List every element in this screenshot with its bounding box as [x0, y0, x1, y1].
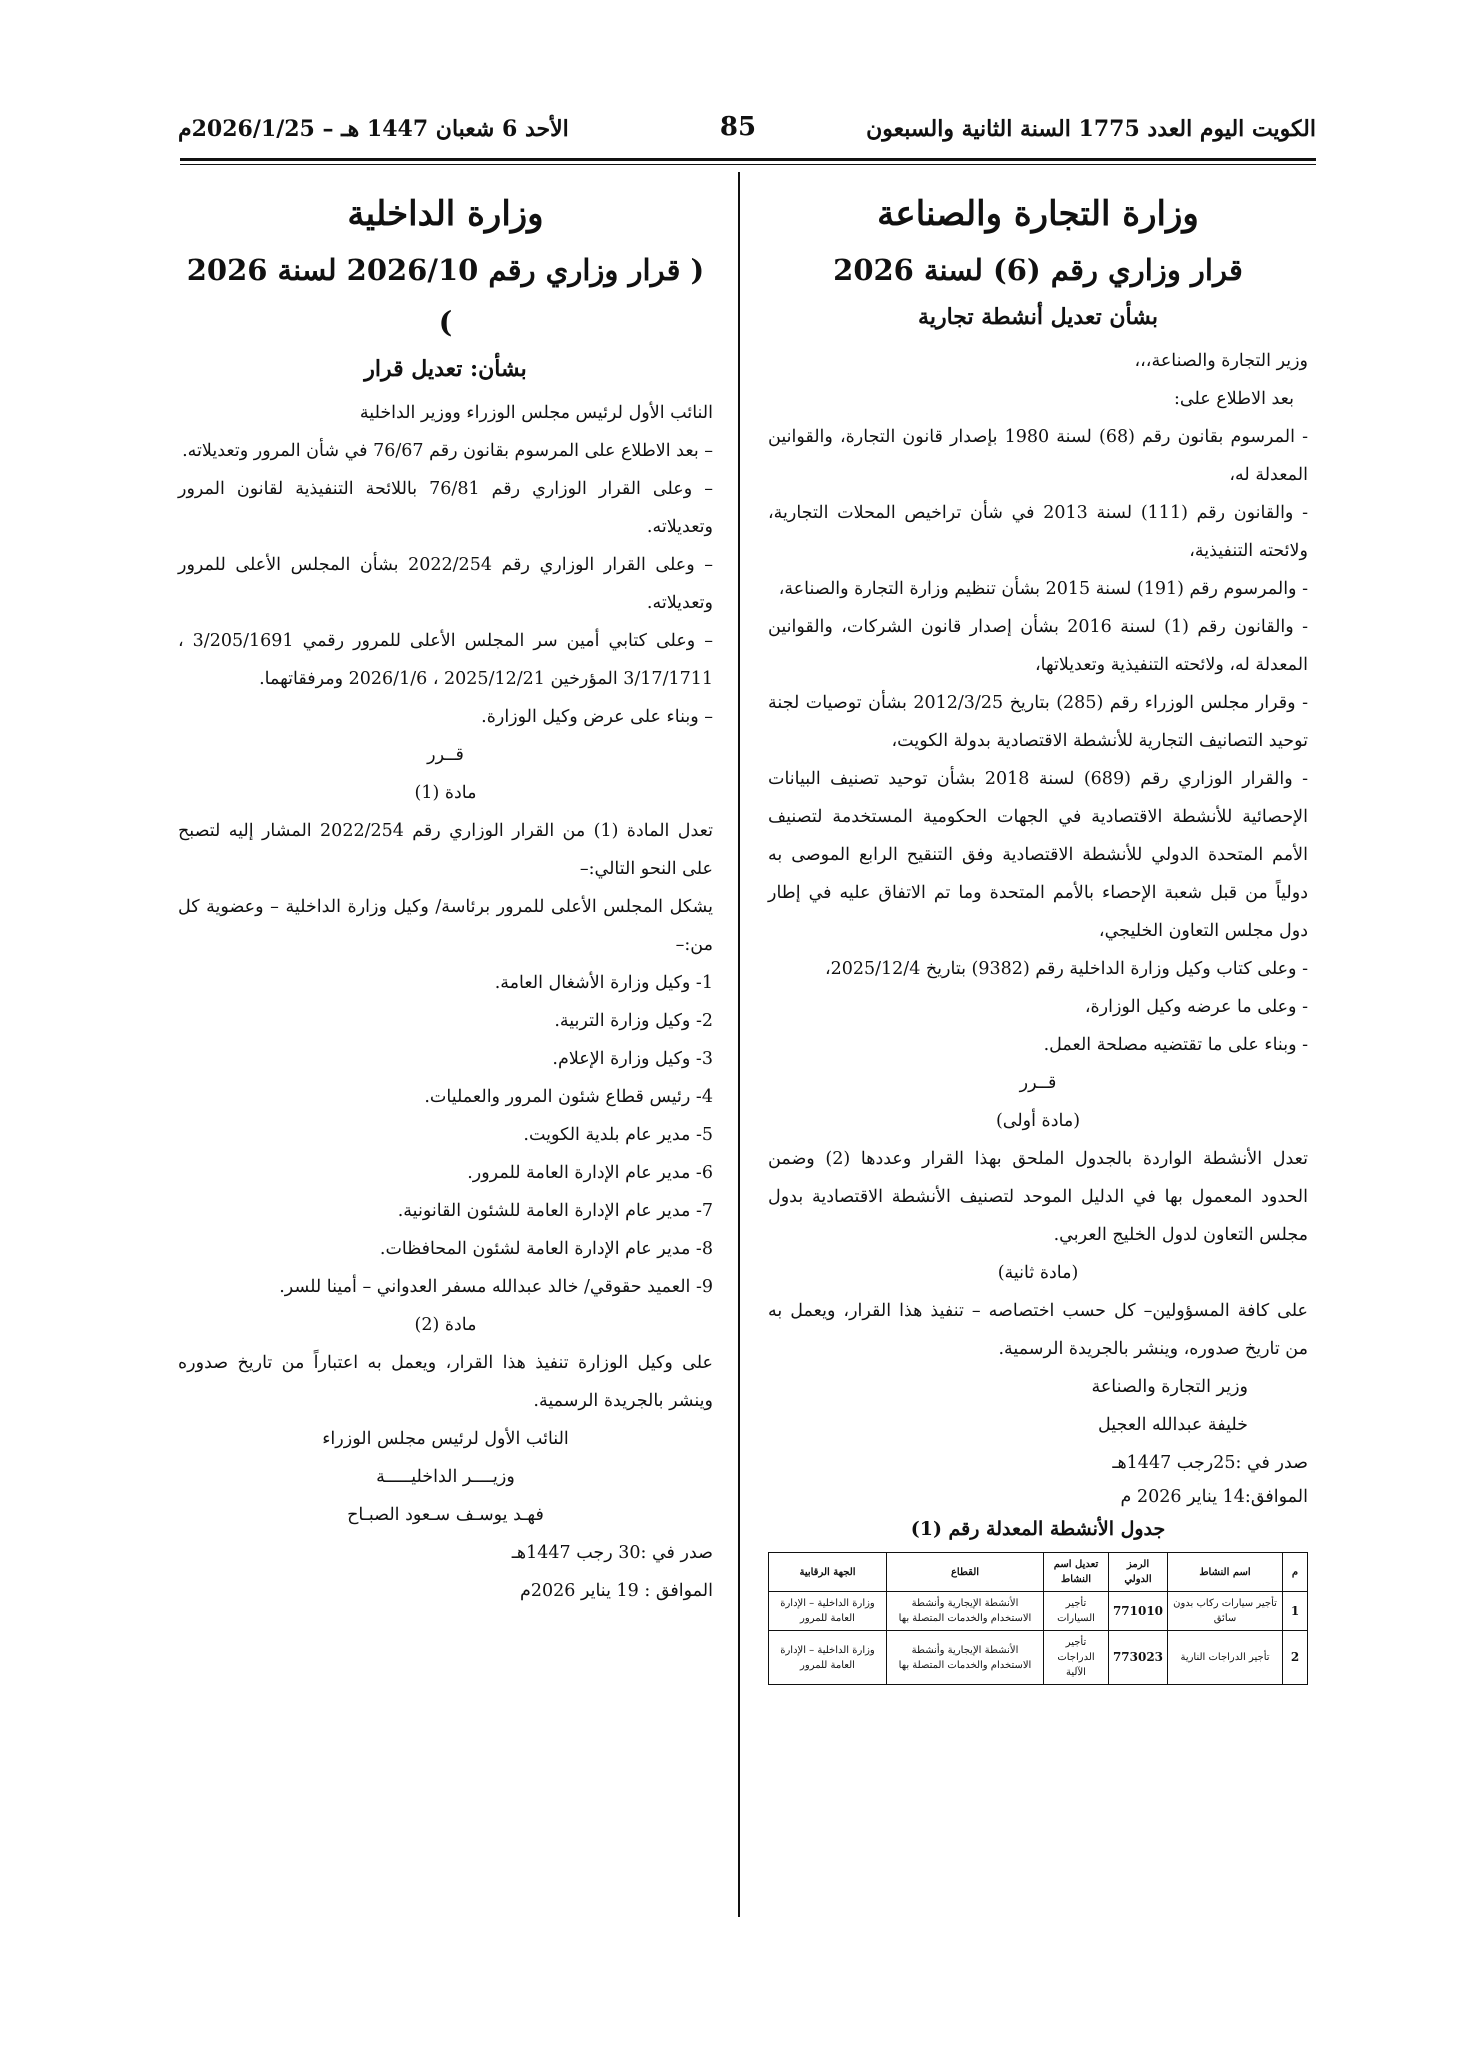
preamble-line: - والقانون رقم (111) لسنة 2013 في شأن تراخيص المحلات التجارية، ولائحته التنفيذية، [768, 503, 1309, 561]
table-cell: تأجير الدراجات النارية [1168, 1631, 1283, 1685]
article-1-title: (مادة أولى) [995, 1111, 1081, 1131]
preamble-line: - وعلى ما عرضه وكيل الوزارة، [1084, 997, 1308, 1017]
table-cell: الأنشطة الإيجارية وأنشطة الاستخدام والخدمات المتصلة بها [887, 1592, 1044, 1631]
table-header-cell: م [1283, 1553, 1308, 1592]
article-1-intro: يشكل المجلس الأعلى للمرور برئاسة/ وكيل وزارة الداخلية – وعضوية كل من:– [178, 897, 713, 955]
decided-heading: قــرر [1019, 1073, 1057, 1093]
preamble-line: - المرسوم بقانون رقم (68) لسنة 1980 بإصدار قانون التجارة، والقوانين المعدلة له، [768, 427, 1308, 485]
decision-subject: بشأن تعديل أنشطة تجارية [918, 304, 1158, 330]
table-cell: تأجير السيارات [1044, 1592, 1109, 1631]
signer-name: فهـد يوسـف سـعود الصبـاح [347, 1505, 544, 1525]
header-date: الأحد 6 شعبان 1447 هـ – 2026/1/25م [178, 116, 569, 142]
preamble-line: - والقانون رقم (1) لسنة 2016 بشأن إصدار قانون الشركات، والقوانين المعدلة له، ولائحته التنفيذية وتعديلاتها، [768, 617, 1309, 675]
header-rule-thin [180, 164, 1316, 165]
commerce-ministry-column [768, 176, 1308, 1685]
preamble-line: – وعلى القرار الوزاري رقم 2022/254 بشأن المجلس الأعلى للمرور وتعديلاته. [178, 555, 714, 613]
decision-subject: بشأن: تعديل قرار [364, 356, 527, 382]
preamble-line: النائب الأول لرئيس مجلس الوزراء ووزير الداخلية [359, 403, 713, 423]
decision-title: ( قرار وزاري رقم 2026/10 لسنة 2026 ) [186, 253, 705, 339]
member-item: 5- مدير عام بلدية الكويت. [523, 1125, 713, 1145]
decided-heading: قــرر [427, 745, 464, 765]
table-header-cell: القطاع [887, 1553, 1044, 1592]
preamble-line: – بعد الاطلاع على المرسوم بقانون رقم 76/67 في شأن المرور وتعديلاته. [182, 441, 713, 461]
corresponding-date: الموافق:14 يناير 2026 م [1120, 1487, 1308, 1507]
member-item: 2- وكيل وزارة التربية. [554, 1011, 713, 1031]
page-number: 85 [719, 112, 757, 142]
preamble-line: - وقرار مجلس الوزراء رقم (285) بتاريخ 2012/3/25 بشأن توصيات لجنة توحيد التصانيف التجارية للأنشطة الاقتصادية بدولة الكويت، [768, 693, 1308, 751]
article-1-text: تعدل الأنشطة الواردة بالجدول الملحق بهذا القرار وعددها (2) وضمن الحدود المعمول بها في الدليل الموحد لتصنيف الأنشطة الاقتصادية بدول مجلس التعاون لدول الخليج العربي. [768, 1149, 1308, 1245]
issue-date: صدر في :25رجب 1447هـ [1112, 1453, 1308, 1473]
article-2-text: على كافة المسؤولين– كل حسب اختصاصه – تنفيذ هذا القرار، ويعمل به من تاريخ صدوره، وينشر بالجريدة الرسمية. [768, 1301, 1308, 1359]
table-cell: الأنشطة الإيجارية وأنشطة الاستخدام والخدمات المتصلة بها [887, 1631, 1044, 1685]
member-item: 8- مدير عام الإدارة العامة لشئون المحافظات. [379, 1239, 713, 1259]
column-divider [738, 172, 740, 1917]
table-header-row [769, 1553, 1308, 1592]
preamble-line: - وبناء على ما تقتضيه مصلحة العمل. [1043, 1035, 1308, 1055]
corresponding-date: الموافق : 19 يناير 2026م [519, 1581, 713, 1601]
decision-title: قرار وزاري رقم (6) لسنة 2026 [833, 253, 1243, 287]
preamble-line: – وبناء على عرض وكيل الوزارة. [481, 707, 713, 727]
table-row [769, 1631, 1308, 1685]
header-rule-thick [180, 158, 1316, 161]
preamble-line: - والمرسوم رقم (191) لسنة 2015 بشأن تنظيم وزارة التجارة والصناعة، [778, 579, 1308, 599]
issue-date: صدر في :30 رجب 1447هـ [511, 1543, 713, 1563]
table-header-cell: تعديل اسم النشاط [1044, 1553, 1109, 1592]
article-1-title: مادة (1) [414, 783, 477, 803]
table-cell: وزارة الداخلية – الإدارة العامة للمرور [769, 1592, 887, 1631]
member-item: 9- العميد حقوقي/ خالد عبدالله مسفر العدواني – أمينا للسر. [279, 1277, 713, 1297]
table-cell: تأجير سيارات ركاب بدون سائق [1168, 1592, 1283, 1631]
activities-table [768, 1552, 1308, 1685]
member-item: 3- وكيل وزارة الإعلام. [552, 1049, 713, 1069]
member-item: 7- مدير عام الإدارة العامة للشئون القانونية. [397, 1201, 713, 1221]
table-header-cell: الجهة الرقابية [769, 1553, 887, 1592]
preamble-line: بعد الاطلاع على: [1174, 389, 1294, 409]
article-2-title: (مادة ثانية) [997, 1263, 1079, 1283]
ministry-title: وزارة التجارة والصناعة [877, 194, 1199, 234]
header-issue-info: الكويت اليوم العدد 1775 السنة الثانية والسبعون [866, 116, 1316, 142]
signer-line-1: النائب الأول لرئيس مجلس الوزراء [322, 1429, 569, 1449]
signer-title: وزير التجارة والصناعة [1091, 1377, 1248, 1397]
table-header-cell: اسم النشاط [1168, 1553, 1283, 1592]
table-cell: 771010 [1109, 1592, 1168, 1631]
ministry-title: وزارة الداخلية [347, 194, 544, 234]
signer-name: خليفة عبدالله العجيل [1098, 1415, 1248, 1435]
table-title: جدول الأنشطة المعدلة رقم (1) [910, 1518, 1166, 1540]
preamble-line: - وعلى كتاب وكيل وزارة الداخلية رقم (9382) بتاريخ 2025/12/4، [824, 959, 1308, 979]
table-cell: 2 [1283, 1631, 1308, 1685]
preamble-line: – وعلى كتابي أمين سر المجلس الأعلى للمرور رقمي 3/205/1691 ، 3/17/1711 المؤرخين 2025/12/21 ، 2026/1/6 ومرفقاتهما. [178, 631, 713, 689]
table-cell: وزارة الداخلية – الإدارة العامة للمرور [769, 1631, 887, 1685]
member-item: 1- وكيل وزارة الأشغال العامة. [494, 973, 713, 993]
table-cell: 773023 [1109, 1631, 1168, 1685]
article-1-text: تعدل المادة (1) من القرار الوزاري رقم 2022/254 المشار إليه لتصبح على النحو التالي:– [178, 821, 713, 879]
signer-line-2: وزيــــر الداخليـــــة [376, 1467, 515, 1487]
table-header-cell: الرمز الدولي [1109, 1553, 1168, 1592]
article-2-title: مادة (2) [414, 1315, 477, 1335]
table-cell: تأجير الدراجات الآلية [1044, 1631, 1109, 1685]
member-item: 4- رئيس قطاع شئون المرور والعمليات. [424, 1087, 713, 1107]
table-row [769, 1592, 1308, 1631]
preamble-line: – وعلى القرار الوزاري رقم 76/81 باللائحة التنفيذية لقانون المرور وتعديلاته. [178, 479, 713, 537]
interior-ministry-column [178, 176, 713, 1610]
preamble-line: - والقرار الوزاري رقم (689) لسنة 2018 بشأن توحيد تصنيف البيانات الإحصائية للأنشطة الاقتصادية في الجهات الحكومية المستخدمة لتصنيف الأمم المتحدة الدولي للأنشطة الاقتصادية وفق التنقيح الرابع الموصى به دولياً من قبل شعبة الإحصاء بالأمم المتحدة وما تم الاتفاق عليه في إطار دول مجلس التعاون الخليجي، [768, 769, 1308, 941]
member-item: 6- مدير عام الإدارة العامة للمرور. [467, 1163, 713, 1183]
table-cell: 1 [1283, 1592, 1308, 1631]
article-2-text: على وكيل الوزارة تنفيذ هذا القرار، ويعمل به اعتباراً من تاريخ صدوره وينشر بالجريدة الرسمية. [178, 1353, 713, 1411]
preamble-line: وزير التجارة والصناعة،،، [1134, 351, 1308, 371]
